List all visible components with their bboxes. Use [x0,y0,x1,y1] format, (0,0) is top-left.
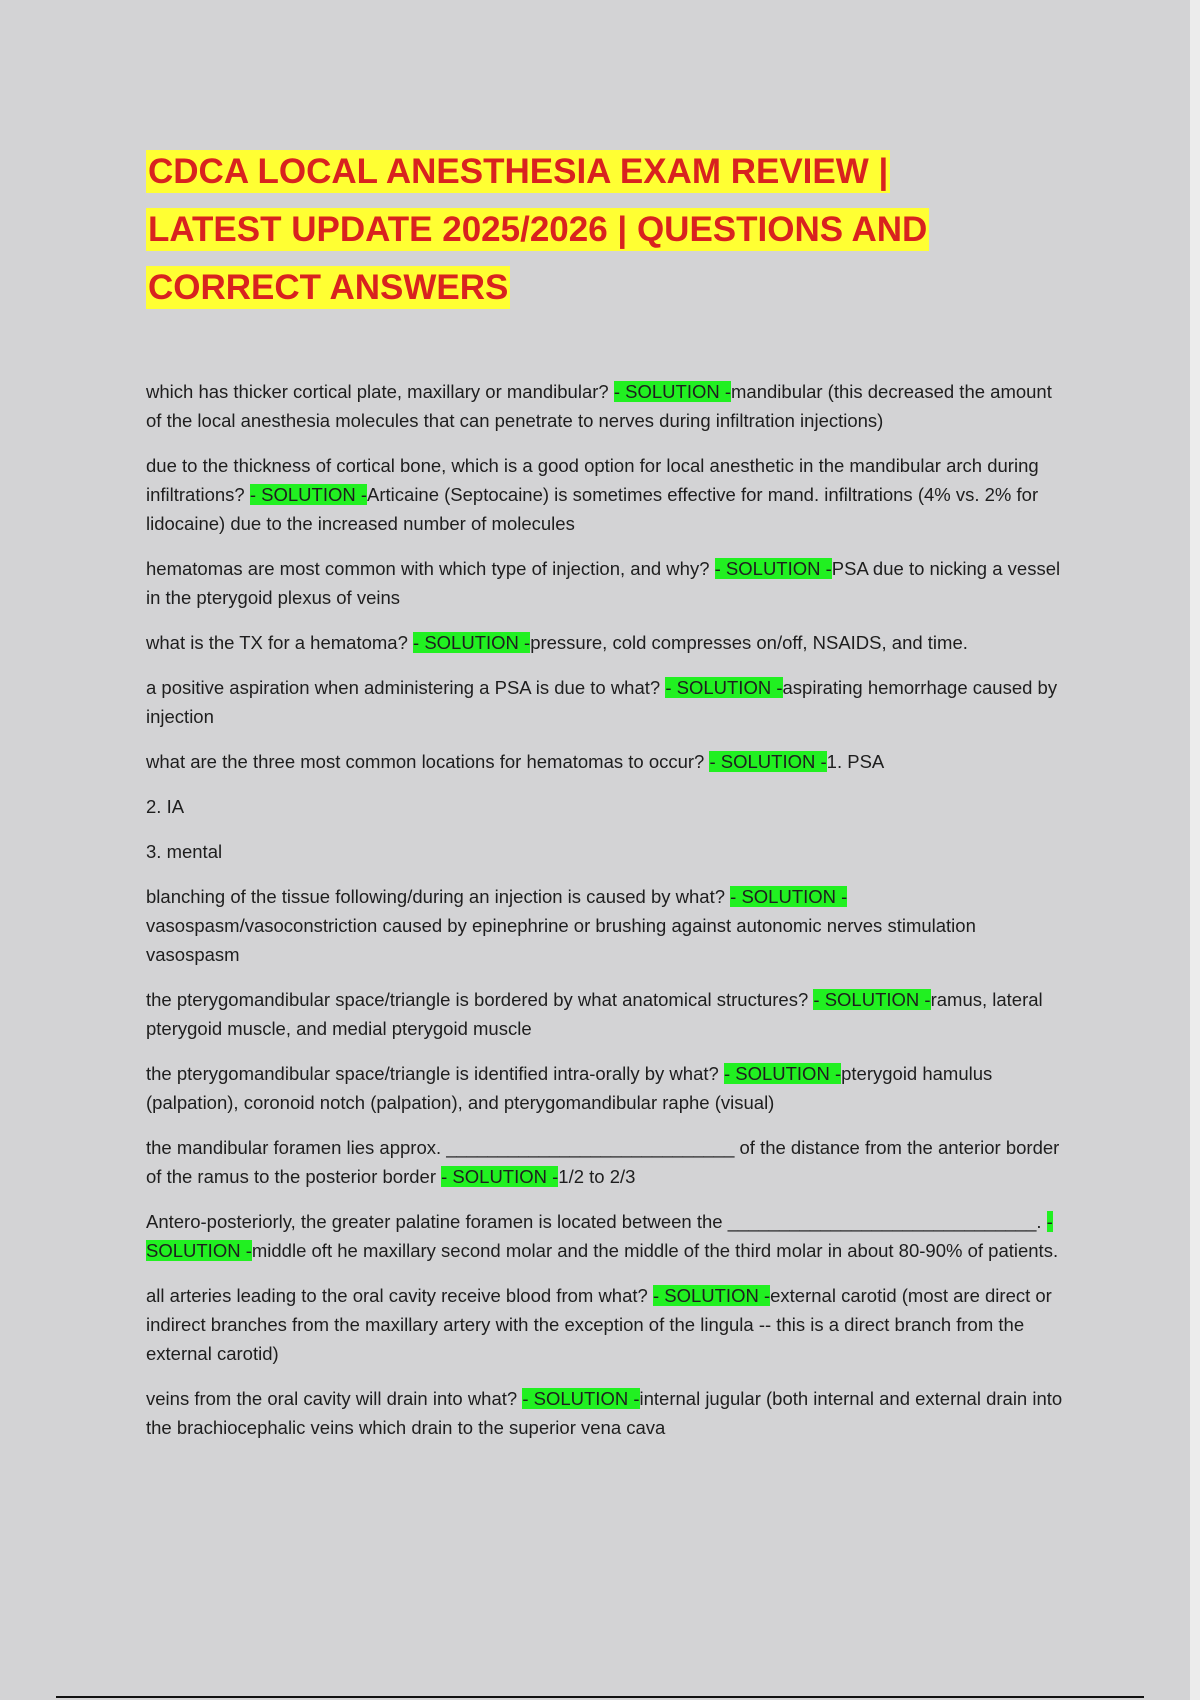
answer-text: aspirating hemorrhage caused by injection [146,677,1058,727]
qa-item [146,1133,1066,1191]
qa-item [146,1281,1066,1368]
qa-item [146,628,1066,657]
title-line-3: CORRECT ANSWERS [148,268,509,307]
qa-item [146,1207,1066,1265]
solution-marker: - SOLUTION - [441,1166,559,1187]
solution-marker: - SOLUTION - [613,381,732,402]
qa-item [146,985,1066,1043]
question-text: veins from the oral cavity will drain into what? [146,1388,523,1409]
qa-item [146,1059,1066,1117]
answer-text: pressure, cold compresses on/off, NSAIDS, and time. [530,632,968,653]
answer-text: ramus, lateral pterygoid muscle, and medial pterygoid muscle [146,989,1043,1039]
answer-text: external carotid (most are direct or indirect branches from the maxillary artery with the exception of the lingula -- this is a direct branch from the external carotid) [146,1285,1052,1364]
question-text: what are the three most common locations for hematomas to occur? [146,751,710,772]
qa-item [146,837,1066,866]
qa-item [146,747,1066,776]
qa-list [146,377,1066,1442]
answer-text: PSA due to nicking a vessel in the pterygoid plexus of veins [146,558,1061,608]
answer-text: pterygoid hamulus (palpation), coronoid notch (palpation), and pterygomandibular raphe (visual) [146,1063,993,1113]
footer-rule [56,1696,1144,1698]
solution-marker: - SOLUTION - [730,886,848,907]
answer-text: internal jugular (both internal and external drain into the brachiocephalic veins which drain to the superior vena cava [146,1388,1063,1438]
answer-text: vasospasm/vasoconstriction caused by epinephrine or brushing against autonomic nerves stimulation vasospasm [146,915,976,965]
title-line-2: LATEST UPDATE 2025/2026 | QUESTIONS AND [148,210,928,249]
answer-text: mandibular (this decreased the amount of the local anesthesia molecules that can penetrate to nerves during infiltration injections) [146,381,1052,431]
question-text: due to the thickness of cortical bone, which is a good option for local anesthetic in the mandibular arch during infiltrations? [146,455,1039,505]
qa-item [146,554,1066,612]
page-edge [1190,0,1200,1700]
solution-marker: - SOLUTION - [813,989,931,1010]
qa-item [146,1384,1066,1442]
title-line-1: CDCA LOCAL ANESTHESIA EXAM REVIEW | [148,152,889,191]
qa-item [146,451,1066,538]
question-text: the pterygomandibular space/triangle is bordered by what anatomical structures? [146,989,814,1010]
document-title [146,143,1066,317]
qa-item [146,792,1066,821]
question-text: what is the TX for a hematoma? [146,632,414,653]
solution-marker: - SOLUTION - [665,677,783,698]
solution-marker: - SOLUTION - [249,484,368,505]
qa-item [146,377,1066,435]
question-text: the mandibular foramen lies approx. ____________________________ of the distance from the anterior border of the ramus to the posterior border [146,1137,1060,1187]
qa-item [146,673,1066,731]
solution-marker: - SOLUTION - [413,632,531,653]
qa-item [146,882,1066,969]
answer-text: Articaine (Septocaine) is sometimes effective for mand. infiltrations (4% vs. 2% for lidocaine) due to the increased number of molecules [146,484,1039,534]
solution-marker: - SOLUTION - [723,1063,842,1084]
question-text: which has thicker cortical plate, maxillary or mandibular? [146,381,614,402]
solution-marker: - SOLUTION - [146,1211,1053,1261]
qa-text: 2. IA [146,796,185,817]
question-text: blanching of the tissue following/during an injection is caused by what? [146,886,731,907]
question-text: Antero-posteriorly, the greater palatine foramen is located between the ______________________________. [146,1211,1047,1232]
question-text: the pterygomandibular space/triangle is identified intra-orally by what? [146,1063,724,1084]
question-text: a positive aspiration when administering a PSA is due to what? [146,677,666,698]
solution-marker: - SOLUTION - [652,1285,771,1306]
solution-marker: - SOLUTION - [709,751,827,772]
answer-text: 1/2 to 2/3 [558,1166,636,1187]
question-text: hematomas are most common with which type of injection, and why? [146,558,715,579]
solution-marker: - SOLUTION - [522,1388,640,1409]
question-text: all arteries leading to the oral cavity receive blood from what? [146,1285,653,1306]
solution-marker: - SOLUTION - [714,558,832,579]
answer-text: 1. PSA [826,751,885,772]
qa-text: 3. mental [146,841,223,862]
document-page [146,143,1066,1458]
answer-text: middle oft he maxillary second molar and the middle of the third molar in about 80-90% of patients. [251,1240,1059,1261]
